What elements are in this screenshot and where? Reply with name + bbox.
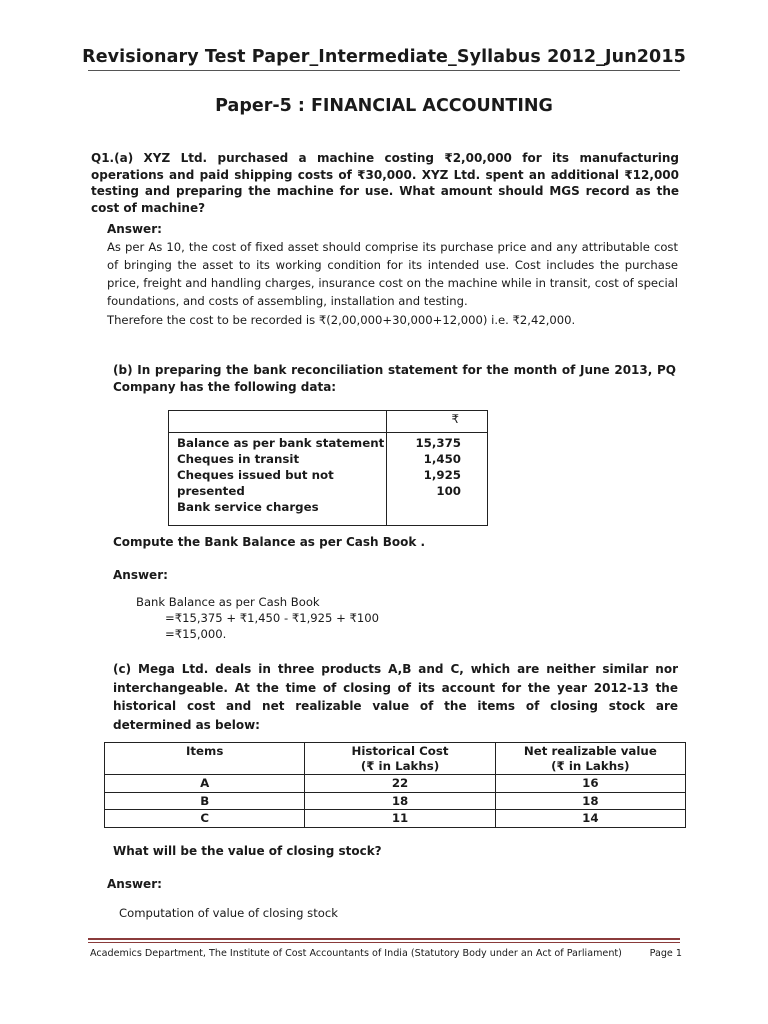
footer-rule bbox=[88, 938, 680, 940]
answer-line-1b-1: Bank Balance as per Cash Book bbox=[136, 595, 320, 609]
answer-line-1b-3: =₹15,000. bbox=[165, 627, 227, 641]
col-header-historical-cost bbox=[305, 743, 495, 775]
followup-question: What will be the value of closing stock? bbox=[113, 844, 382, 858]
header-rule bbox=[88, 70, 680, 71]
bank-values-cell bbox=[387, 433, 488, 526]
table-header-blank bbox=[169, 411, 387, 433]
bank-labels-cell bbox=[169, 433, 387, 526]
col-header-text: Items bbox=[186, 744, 224, 758]
cell-cost: 18 bbox=[305, 792, 495, 810]
bank-row-label: Cheques in transit bbox=[177, 452, 300, 466]
bank-row-label: Bank service charges bbox=[177, 500, 319, 514]
table-row bbox=[105, 792, 686, 810]
answer-line-1c-1: Computation of value of closing stock bbox=[119, 906, 338, 920]
bank-row-label: Cheques issued but not presented bbox=[177, 468, 334, 498]
answer-label-1a: Answer: bbox=[107, 222, 162, 236]
bank-row-value: 1,450 bbox=[423, 452, 461, 466]
running-header: Revisionary Test Paper_Intermediate_Syllabus 2012_Jun2015 bbox=[82, 47, 686, 67]
cell-nrv: 16 bbox=[495, 775, 685, 793]
table-row bbox=[169, 433, 488, 526]
answer-text-1a: As per As 10, the cost of fixed asset should comprise its purchase price and any attributable cost of bringing the asset to its working condition for its intended use. Cost includes the purchase price, freight and handling charges, insurance cost on the machine while in transit, cost of special foundations, and costs of assembling, installation and testing. bbox=[107, 240, 678, 308]
footer-text: Academics Department, The Institute of Cost Accountants of India (Statutory Body under an Act of Parliament) bbox=[90, 948, 622, 959]
answer-label-1c: Answer: bbox=[107, 877, 162, 891]
table-row bbox=[105, 810, 686, 828]
table-row bbox=[105, 775, 686, 793]
cell-nrv: 14 bbox=[495, 810, 685, 828]
table-header-row bbox=[169, 411, 488, 433]
col-header-text: Historical Cost bbox=[351, 744, 449, 758]
page-number: Page 1 bbox=[649, 948, 682, 959]
cell-cost: 11 bbox=[305, 810, 495, 828]
closing-stock-table bbox=[104, 742, 686, 828]
question-1b: (b) In preparing the bank reconciliation statement for the month of June 2013, PQ Company has the following data: bbox=[113, 363, 676, 394]
answer-conclusion-1a: Therefore the cost to be recorded is ₹(2,00,000+30,000+12,000) i.e. ₹2,42,000. bbox=[107, 313, 576, 327]
answer-label-1b: Answer: bbox=[113, 568, 168, 582]
bank-row-value: 15,375 bbox=[415, 436, 461, 450]
bank-data-table bbox=[168, 410, 488, 526]
col-header-items bbox=[105, 743, 305, 775]
compute-instruction: Compute the Bank Balance as per Cash Book . bbox=[113, 535, 426, 549]
page-footer bbox=[90, 948, 682, 959]
cell-item: B bbox=[105, 792, 305, 810]
col-header-subtext: (₹ in Lakhs) bbox=[360, 758, 440, 773]
question-1a bbox=[91, 150, 679, 216]
bank-row-value: 1,925 bbox=[423, 468, 461, 482]
table-header-currency: ₹ bbox=[387, 411, 488, 433]
page-title: Paper-5 : FINANCIAL ACCOUNTING bbox=[215, 96, 553, 116]
cell-item: A bbox=[105, 775, 305, 793]
cell-item: C bbox=[105, 810, 305, 828]
answer-line-1b-2: =₹15,375 + ₹1,450 - ₹1,925 + ₹100 bbox=[165, 611, 380, 625]
bank-row-label: Balance as per bank statement bbox=[177, 436, 385, 450]
table-header-row bbox=[105, 743, 686, 775]
col-header-subtext: (₹ in Lakhs) bbox=[551, 758, 630, 773]
cell-nrv: 18 bbox=[495, 792, 685, 810]
col-header-text: Net realizable value bbox=[523, 744, 657, 758]
cell-cost: 22 bbox=[305, 775, 495, 793]
bank-row-value: 100 bbox=[436, 484, 461, 498]
col-header-nrv bbox=[495, 743, 685, 775]
footer-rule-thin bbox=[88, 942, 680, 943]
question-1c: (c) Mega Ltd. deals in three products A,B and C, which are neither similar nor interchangeable. At the time of closing of its account for the year 2012-13 the historical cost and net realizable value of the items of closing stock are determined as below: bbox=[113, 662, 678, 732]
question-1a-text: Q1.(a) XYZ Ltd. purchased a machine costing ₹2,00,000 for its manufacturing operations and paid shipping costs of ₹30,000. XYZ Ltd. spent an additional ₹12,000 testing and preparing the machine for use. What amount should MGS record as the cost of machine? bbox=[91, 151, 679, 215]
